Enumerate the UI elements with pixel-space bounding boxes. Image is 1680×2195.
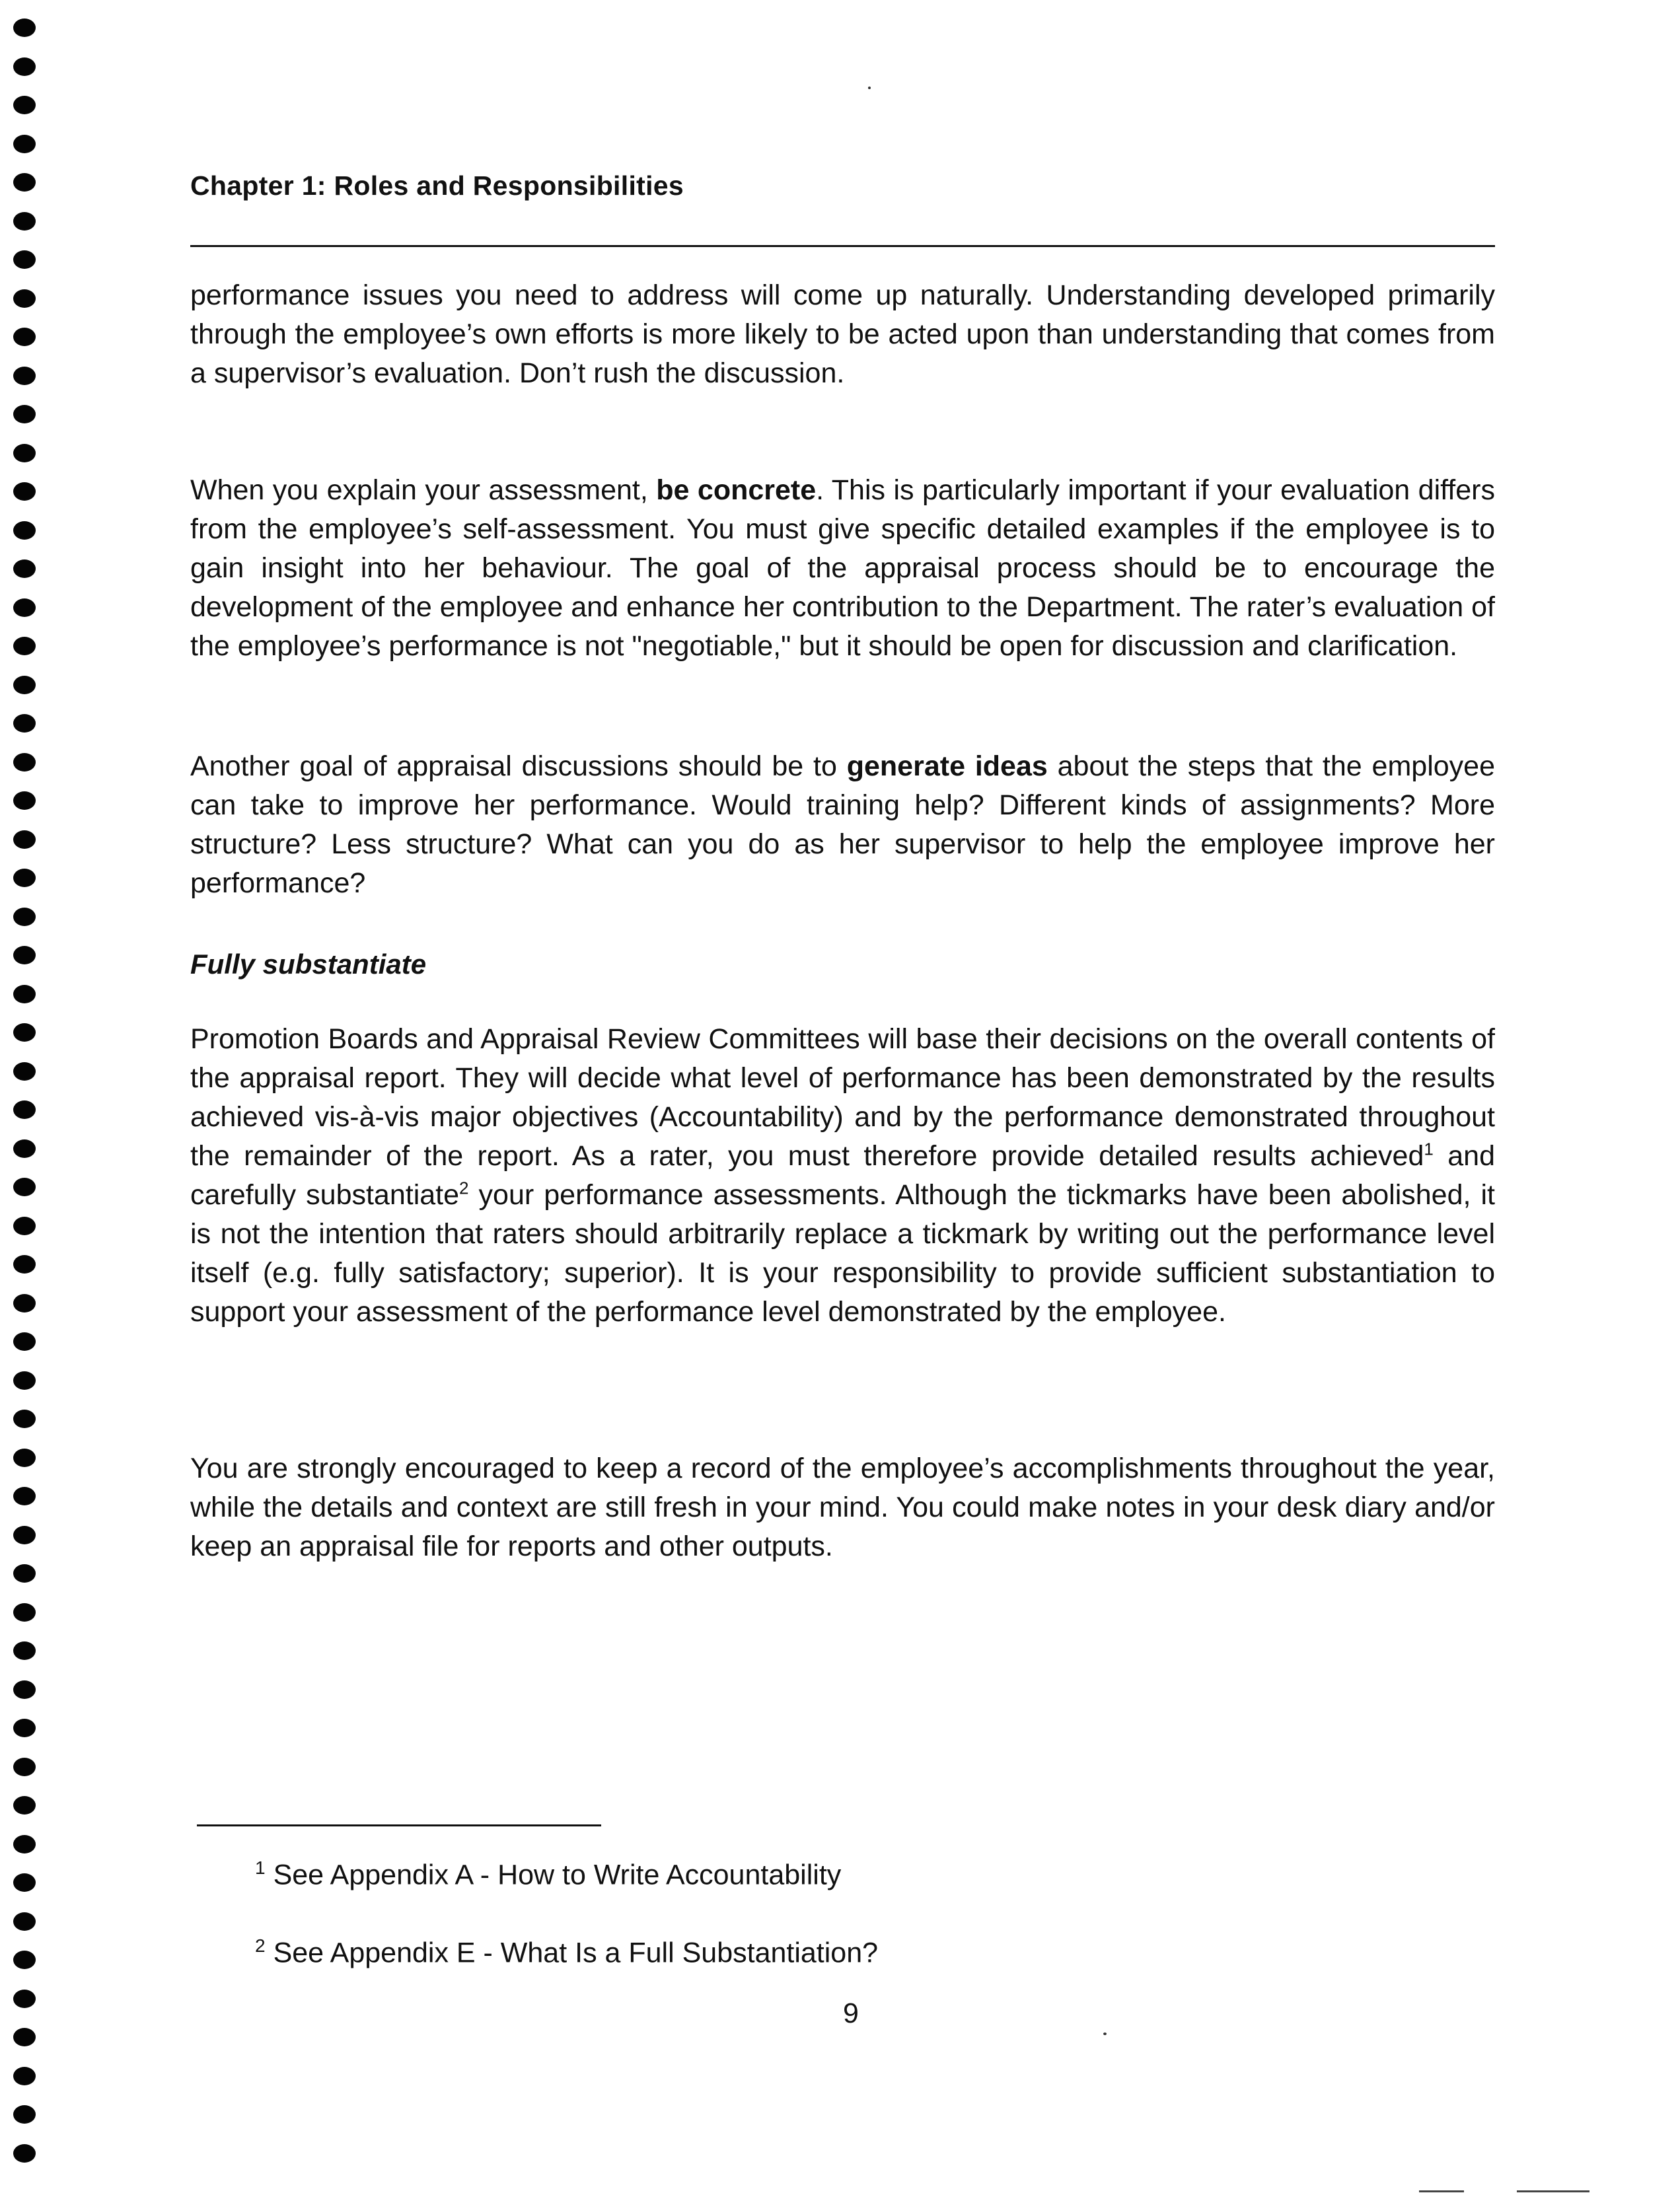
footnote-2 <box>255 1935 878 1969</box>
scan-speck <box>1103 2033 1107 2035</box>
binding-hole <box>13 405 36 423</box>
footnote-text: See Appendix E - What Is a Full Substantiation? <box>273 1937 879 1969</box>
binding-hole <box>13 830 36 849</box>
binding-hole <box>13 676 36 694</box>
binding-hole <box>13 289 36 308</box>
binding-hole <box>13 714 36 733</box>
binding-hole <box>13 559 36 578</box>
paragraph-substantiate <box>190 1020 1495 1332</box>
footnote-marker: 2 <box>255 1935 266 1956</box>
binding-hole <box>13 1603 36 1622</box>
binding-hole <box>13 521 36 540</box>
footnote-1 <box>255 1857 841 1891</box>
paragraph-discussion: performance issues you need to address will come up naturally. Understanding developed primarily through the employee’s own efforts is more likely to be acted upon than understanding that comes from a supervisor’s evaluation. Don’t rush the discussion. <box>190 279 1495 389</box>
binding-hole <box>13 367 36 385</box>
footnote-text: See Appendix A - How to Write Accountability <box>273 1859 842 1891</box>
binding-hole <box>13 1641 36 1660</box>
binding-hole <box>13 791 36 810</box>
footnote-ref-1: 1 <box>1424 1139 1434 1159</box>
binding-hole <box>13 637 36 655</box>
binding-hole <box>13 250 36 269</box>
binding-hole <box>13 1835 36 1853</box>
emphasis-generate-ideas: generate ideas <box>846 750 1048 782</box>
binding-hole <box>13 96 36 114</box>
binding-hole <box>13 1680 36 1699</box>
text-run: about the steps that the employee can take to improve her performance. Would training help? Different kinds of assignments? More structure? Less structure? What can you do as her supervisor to help the employee improve her performance? <box>190 750 1495 899</box>
text-run: . This is particularly important if your evaluation differs from the employee’s self-assessment. You must give specific detailed examples if the employee is to gain insight into her behaviour. The goal of the appraisal process should be to encourage the development of the employee and enhance her contribution to the Department. The rater’s evaluation of the employee’s performance is not "negotiable," but it should be open for discussion and clarification. <box>190 474 1495 662</box>
binding-hole <box>13 1100 36 1119</box>
binding-hole <box>13 328 36 346</box>
text-run: your performance assessments. Although the tickmarks have been abolished, it is not the intention that raters should arbitrarily replace a tickmark by writing out the performance level itself (e.g. fully satisfactory; superior). It is your responsibility to provide sufficient substantiation to support your assessment of the performance level demonstrated by the employee. <box>190 1179 1495 1328</box>
scan-edge-mark <box>1517 2190 1589 2192</box>
binding-hole <box>13 1564 36 1583</box>
binding-hole <box>13 1139 36 1158</box>
binding-hole <box>13 1371 36 1390</box>
binding-hole <box>13 2028 36 2046</box>
binding-hole <box>13 1217 36 1235</box>
binding-hole <box>13 444 36 462</box>
binding-hole <box>13 985 36 1003</box>
binding-hole <box>13 1990 36 2008</box>
binding-hole <box>13 946 36 964</box>
binding-hole <box>13 1023 36 1042</box>
binding-hole <box>13 2144 36 2163</box>
binding-hole <box>13 173 36 192</box>
binding-hole <box>13 1332 36 1351</box>
footnote-ref-2: 2 <box>459 1178 469 1198</box>
binding-hole <box>13 1719 36 1737</box>
header-rule <box>190 245 1495 247</box>
binding-hole <box>13 1873 36 1892</box>
binding-hole <box>13 1178 36 1196</box>
binding-hole <box>13 57 36 76</box>
binding-hole <box>13 1758 36 1776</box>
binding-hole <box>13 2105 36 2124</box>
text-run: When you explain your assessment, <box>190 474 657 506</box>
section-subheading: Fully substantiate <box>190 949 427 980</box>
binding-hole <box>13 1951 36 1969</box>
page-number: 9 <box>843 1997 859 2029</box>
binding-hole <box>13 1487 36 1505</box>
footnote-rule <box>197 1824 601 1826</box>
binding-hole <box>13 753 36 772</box>
binding-hole <box>13 598 36 617</box>
text-run: Promotion Boards and Appraisal Review Committees will base their decisions on the overall contents of the appraisal report. They will decide what level of performance has been demonstrated by the results achieved vis-à-vis major objectives (Accountability) and by the performance demonstrated throughout the remainder of the report. As a rater, you must therefore provide detailed results achieved <box>190 1023 1495 1172</box>
binding-hole <box>13 1449 36 1467</box>
paragraph-be-concrete <box>190 471 1495 666</box>
binding-hole <box>13 2067 36 2085</box>
text-run: and carefully substantiate <box>190 1140 1495 1211</box>
binding-hole <box>13 212 36 231</box>
spiral-binding <box>12 20 41 2186</box>
paragraph-generate-ideas <box>190 747 1495 903</box>
text-run: Another goal of appraisal discussions should be to <box>190 750 847 782</box>
binding-hole <box>13 482 36 501</box>
binding-hole <box>13 1062 36 1081</box>
binding-hole <box>13 1796 36 1815</box>
binding-hole <box>13 1526 36 1544</box>
scan-edge-mark <box>1419 2190 1464 2192</box>
scan-speck <box>868 87 871 89</box>
binding-hole <box>13 908 36 926</box>
footnote-marker: 1 <box>255 1857 266 1878</box>
binding-hole <box>13 135 36 153</box>
binding-hole <box>13 1410 36 1428</box>
binding-hole <box>13 869 36 887</box>
binding-hole <box>13 1255 36 1274</box>
chapter-header: Chapter 1: Roles and Responsibilities <box>190 170 684 201</box>
binding-hole <box>13 1912 36 1931</box>
binding-hole <box>13 1294 36 1313</box>
paragraph-keep-record: You are strongly encouraged to keep a record of the employee’s accomplishments throughout the year, while the details and context are still fresh in your mind. You could make notes in your desk diary and/or keep an appraisal file for reports and other outputs. <box>190 1453 1495 1562</box>
binding-hole <box>13 18 36 37</box>
emphasis-be-concrete: be concrete <box>656 474 817 506</box>
